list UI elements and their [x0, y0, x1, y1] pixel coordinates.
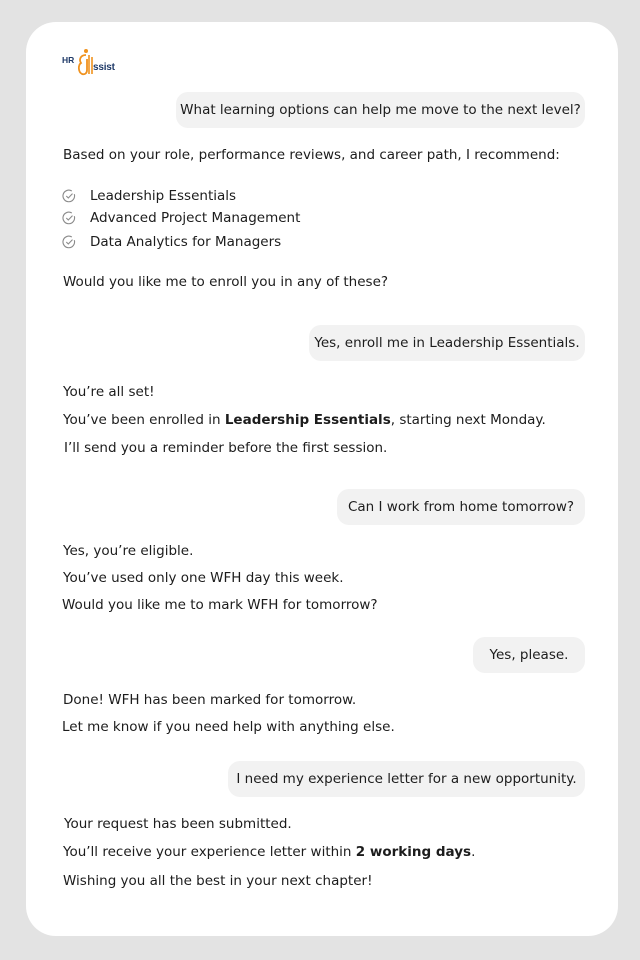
- user-message-text: Yes, enroll me in Leadership Essentials.: [314, 335, 580, 351]
- check-circle-icon: [62, 235, 76, 249]
- user-message-bubble: [176, 92, 585, 128]
- user-message-text: Yes, please.: [489, 647, 569, 663]
- check-circle-icon: [62, 189, 76, 203]
- recommendation-item: [62, 188, 236, 204]
- user-message-text: Can I work from home tomorrow?: [347, 499, 575, 515]
- duration-bold: 2 working days: [355, 844, 472, 860]
- user-message-text: I need my experience letter for a new opportunity.: [236, 771, 577, 787]
- user-message-bubble: [228, 761, 585, 797]
- bot-message-line: Done! WFH has been marked for tomorrow.: [63, 692, 357, 708]
- hr-assist-logo: [62, 48, 132, 78]
- course-name-bold: Leadership Essentials: [224, 412, 391, 428]
- bot-message-line: Let me know if you need help with anything else.: [62, 719, 395, 735]
- bot-message-line: Would you like me to enroll you in any of these?: [63, 274, 389, 290]
- user-message-text: What learning options can help me move to the next level?: [180, 102, 581, 118]
- bot-message-line: Based on your role, performance reviews, and career path, I recommend:: [63, 147, 560, 163]
- logo-suffix: ssist: [93, 62, 115, 73]
- bot-message-line: Yes, you’re eligible.: [63, 543, 194, 559]
- text-segment: .: [471, 844, 476, 860]
- bot-message-line: I’ll send you a reminder before the first session.: [64, 440, 388, 456]
- bot-message-line: Your request has been submitted.: [64, 816, 292, 832]
- bot-message-line: Wishing you all the best in your next chapter!: [63, 873, 373, 889]
- recommendation-label: Advanced Project Management: [90, 210, 301, 226]
- recommendation-label: Leadership Essentials: [90, 188, 237, 204]
- check-circle-icon: [62, 211, 76, 225]
- recommendation-item: [62, 210, 300, 226]
- bot-message-line: [63, 412, 546, 428]
- bot-message-line: You’re all set!: [63, 384, 155, 400]
- recommendation-item: [62, 234, 281, 250]
- bot-message-line: You’ve used only one WFH day this week.: [63, 570, 344, 586]
- logo-prefix: HR: [62, 55, 75, 65]
- text-segment: , starting next Monday.: [390, 412, 546, 428]
- text-segment: You’ve been enrolled in: [63, 412, 225, 428]
- text-segment: You’ll receive your experience letter within: [63, 844, 356, 860]
- bot-message-line: Would you like me to mark WFH for tomorrow?: [62, 597, 378, 613]
- user-message-bubble: [337, 489, 585, 525]
- user-message-bubble: [309, 325, 585, 361]
- user-message-bubble: [473, 637, 585, 673]
- recommendation-label: Data Analytics for Managers: [90, 234, 282, 250]
- bot-message-line: [63, 844, 475, 860]
